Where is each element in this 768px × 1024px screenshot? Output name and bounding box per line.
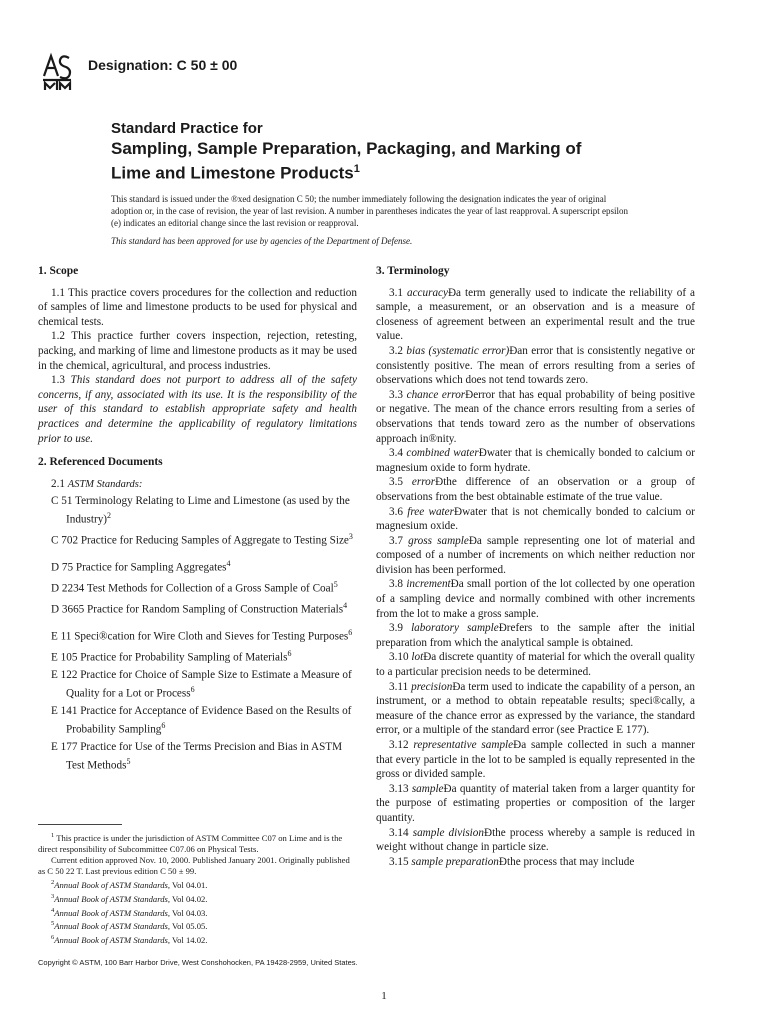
term-name: free water — [407, 505, 454, 518]
term-name: chance error — [406, 388, 466, 401]
annual-book-footnote — [38, 918, 357, 932]
term-number: 3.13 — [389, 782, 412, 795]
footnote-book-title: Annual Book of ASTM Standards — [54, 893, 168, 904]
term-text: Ða sample representing one lot of material and composed of a number of increments on which neither reduction nor division has been performed. — [376, 534, 695, 576]
term-text: Ðan error that is consistently negative or consistently positive. The mean of errors resulting from a series of observations which does not tend towards zero. — [376, 344, 696, 387]
reference-text: C 702 Practice for Reducing Samples of Aggregate to Testing Size — [51, 534, 349, 547]
refs-sub-label: ASTM Standards: — [67, 478, 143, 490]
term-number: 3.12 — [389, 739, 414, 751]
reference-text: C 51 Terminology Relating to Lime and Limestone (as used by the Industry) — [51, 495, 350, 526]
title-line-1: Standard Practice for — [111, 120, 263, 137]
term-definition — [376, 650, 695, 679]
reference-item — [38, 704, 357, 737]
term-name: bias (systematic error) — [406, 344, 510, 357]
designation: Designation: C 50 ± 00 — [88, 57, 238, 73]
term-number: 3.7 — [389, 534, 409, 547]
approval-notice: This standard has been approved for use by agencies of the Department of Defense. — [111, 236, 413, 246]
reference-item — [38, 494, 357, 527]
term-text: Ða quantity of material taken from a larger quantity for the purpose of estimating properties or composition of the larger quantity. — [376, 782, 695, 824]
scope-p3-text: This standard does not purport to address all of the safety concerns, if any, associated with its use. It is the responsibility of the user of this standard to establish appropriate safety and health practices and determine the applicability of regulatory limitations prior to use. — [38, 374, 357, 445]
reference-footnote-mark: 5 — [333, 579, 338, 589]
term-text: Ðthe process that may include — [498, 855, 635, 868]
term-name: sample — [411, 782, 444, 795]
footnote-mark: 4 — [51, 906, 55, 914]
term-definition — [376, 344, 695, 388]
term-name: sample division — [412, 826, 484, 839]
footnote-volume: , Vol 04.02. — [167, 893, 208, 904]
reference-text: D 3665 Practice for Random Sampling of Construction Materials — [51, 603, 344, 616]
page-number: 1 — [381, 990, 387, 1002]
term-number: 3.10 — [389, 651, 412, 664]
term-name: increment — [406, 578, 451, 591]
term-definition — [376, 826, 695, 855]
copyright-notice: Copyright © ASTM, 100 Barr Harbor Drive, West Conshohocken, PA 19428-2959, United States. — [38, 958, 358, 967]
annual-book-footnote — [38, 877, 357, 891]
term-text: Ða term generally used to indicate the reliability of a sample, a measurement, or an observation and is a measure of closeness of agreement between an experimental result and the true value. — [376, 286, 696, 343]
reference-text: E 105 Practice for Probability Sampling of Materials — [51, 651, 288, 664]
document-title — [111, 120, 731, 184]
term-number: 3.6 — [389, 505, 408, 518]
term-definition — [376, 286, 695, 344]
reference-text: D 2234 Test Methods for Collection of a Gross Sample of Coal — [51, 582, 334, 595]
term-number: 3.1 — [389, 286, 407, 299]
terminology-heading: 3. Terminology — [376, 265, 450, 277]
reference-item — [38, 557, 357, 575]
reference-footnote-mark: 6 — [287, 648, 292, 658]
term-definition — [376, 738, 695, 782]
footnote-volume: , Vol 04.03. — [167, 907, 208, 918]
reference-footnote-mark: 6 — [161, 720, 166, 730]
title-footnote-mark: 1 — [353, 163, 360, 175]
footnote-mark: 5 — [51, 920, 55, 928]
term-number: 3.4 — [389, 447, 407, 460]
footnote-book-title: Annual Book of ASTM Standards — [54, 935, 168, 946]
term-definition — [376, 577, 695, 621]
scope-paragraph-1: 1.1 This practice covers procedures for the collection and reduction of samples of lime and limestone products to be used for physical and chemical tests. — [38, 286, 357, 328]
reference-item — [38, 668, 357, 701]
scope-paragraph-2: 1.2 This practice further covers inspection, rejection, retesting, packing, and marking of lime and limestone products as it may be used in the chemical, agricultural, and process industries. — [38, 330, 357, 372]
footnote-volume: , Vol 14.02. — [167, 935, 208, 946]
term-number: 3.14 — [389, 826, 413, 839]
scope-paragraph-3 — [38, 373, 357, 446]
reference-item — [38, 578, 357, 596]
refs-sub-number: 2.1 — [51, 477, 68, 490]
reference-footnote-mark: 2 — [107, 510, 112, 520]
term-definition — [376, 621, 695, 650]
reference-text: E 141 Practice for Acceptance of Evidence Based on the Results of Probability Sampling — [51, 705, 352, 736]
term-name: accuracy — [406, 286, 448, 299]
footnote-1-mark: 1 — [51, 832, 55, 839]
left-column — [38, 264, 357, 776]
astm-logo-icon — [40, 50, 74, 92]
annual-book-footnote — [38, 905, 357, 919]
term-number: 3.15 — [389, 855, 412, 868]
footnote-divider — [38, 824, 122, 825]
reference-footnote-mark: 4 — [226, 558, 231, 568]
annual-book-footnote — [38, 891, 357, 905]
reference-footnote-mark: 3 — [348, 532, 353, 542]
term-definition — [376, 475, 695, 504]
term-definition — [376, 782, 695, 826]
footnote-volume: , Vol 05.05. — [167, 921, 208, 932]
reference-text: D 75 Practice for Sampling Aggregates — [51, 561, 227, 574]
annual-book-footnote — [38, 932, 357, 946]
term-text: Ðrefers to the sample after the initial preparation from which the analytical sample is obtained. — [376, 622, 696, 649]
reference-item — [38, 530, 357, 548]
reference-footnote-mark: 6 — [190, 684, 195, 694]
designation-notice: This standard is issued under the ®xed designation C 50; the number immediately following the designation indicates the year of original adoption or, in the case of revision, the year of last revision. A number in parentheses indicates the year of last reapproval. A superscript epsilon (e) indicates an editorial change since the last revision or reapproval. — [111, 194, 628, 228]
term-name: sample preparation — [411, 855, 499, 868]
reference-text: E 122 Practice for Choice of Sample Size to Estimate a Measure of Quality for a Lot or Process — [51, 669, 352, 700]
footnote-mark: 2 — [51, 878, 55, 886]
term-name: representative sample — [413, 739, 514, 751]
term-number: 3.2 — [389, 344, 407, 357]
term-number: 3.5 — [389, 476, 412, 489]
term-text: Ðwater that is not chemically bonded to calcium or magnesium oxide. — [376, 505, 695, 533]
term-number: 3.3 — [389, 388, 407, 401]
reference-item — [38, 626, 357, 644]
reference-text: E 177 Practice for Use of the Terms Precision and Bias in ASTM Test Methods — [51, 741, 343, 772]
term-name: combined water — [406, 447, 479, 460]
footnotes — [38, 830, 357, 946]
title-line-3-text: Lime and Limestone Products — [111, 163, 354, 183]
referenced-documents-heading: 2. Referenced Documents — [38, 456, 163, 469]
reference-item — [38, 740, 357, 773]
footnote-mark: 6 — [51, 934, 55, 942]
right-column — [376, 264, 695, 869]
reference-footnote-mark: 5 — [126, 756, 131, 766]
title-line-2: Sampling, Sample Preparation, Packaging, and Marking of — [111, 139, 582, 158]
scope-p3-number: 1.3 — [51, 374, 71, 387]
term-name: gross sample — [408, 534, 469, 547]
term-name: laboratory sample — [411, 622, 499, 635]
term-text: Ðthe difference of an observation or a group of observations from the best obtainable estimate of the true value. — [376, 476, 695, 503]
term-definition — [376, 388, 695, 446]
term-name: error — [411, 476, 436, 489]
term-definition — [376, 855, 695, 870]
term-definition — [376, 534, 695, 578]
term-number: 3.11 — [389, 680, 412, 693]
reference-item — [38, 647, 357, 665]
term-name: precision — [411, 680, 453, 693]
term-text: Ða small portion of the lot collected by one operation of a sampling device and normally combined with other increments from the lot to make a gross sample. — [376, 578, 695, 620]
reference-item — [38, 599, 357, 617]
term-text: Ðthe process whereby a sample is reduced in weight without change in particle size. — [376, 826, 695, 854]
astm-standards-subheading — [51, 477, 357, 493]
footnote-mark: 3 — [51, 892, 55, 900]
term-number: 3.9 — [389, 622, 412, 635]
footnote-1 — [38, 830, 357, 855]
title-line-3 — [111, 159, 731, 184]
reference-footnote-mark: 4 — [343, 601, 348, 611]
term-definition — [376, 680, 695, 738]
scope-heading: 1. Scope — [38, 265, 79, 277]
footnote-book-title: Annual Book of ASTM Standards — [54, 921, 168, 932]
footnote-1b: Current edition approved Nov. 10, 2000. Published January 2001. Originally published as C 50 22 T. Last previous edition C 50 ± 99. — [38, 854, 350, 876]
term-text: Ða sample collected in such a manner that every particle in the lot to be sampled is equally represented in the gross or divided sample. — [376, 739, 695, 781]
term-definition — [376, 505, 695, 534]
term-number: 3.8 — [389, 578, 407, 591]
term-text: Ða discrete quantity of material for which the overall quality to a particular precision needs to be determined. — [376, 651, 696, 679]
reference-footnote-mark: 6 — [348, 627, 353, 637]
term-text: Ðwater that is chemically bonded to calcium or magnesium oxide to form hydrate. — [376, 447, 695, 474]
terminology-list — [376, 286, 695, 870]
term-definition — [376, 446, 695, 475]
footnote-volume: , Vol 04.01. — [167, 879, 208, 890]
term-text: Ðerror that has equal probability of being positive or negative. The mean of the chance errors resulting from a series of observations that tends toward zero as the number of observations approach in®nity. — [376, 388, 695, 445]
term-text: Ða term used to indicate the capability of a person, an instrument, or a method to obtain repeatable results; speci®cally, a measure of the chance error as expressed by the variance, the standard error, or a multiple of the standard error (see Practice E 177). — [376, 680, 695, 737]
referenced-documents-list — [38, 494, 357, 773]
term-name: lot — [411, 651, 424, 664]
reference-text: E 11 Speci®cation for Wire Cloth and Sieves for Testing Purposes — [51, 630, 349, 643]
footnote-book-title: Annual Book of ASTM Standards — [54, 907, 168, 918]
footnote-book-title: Annual Book of ASTM Standards — [54, 879, 168, 890]
annual-book-footnotes — [38, 877, 357, 946]
footnote-1-text: This practice is under the jurisdiction of ASTM Committee C07 on Lime and is the direct responsibility of Subcommittee C07.06 on Physical Tests. — [38, 832, 343, 854]
